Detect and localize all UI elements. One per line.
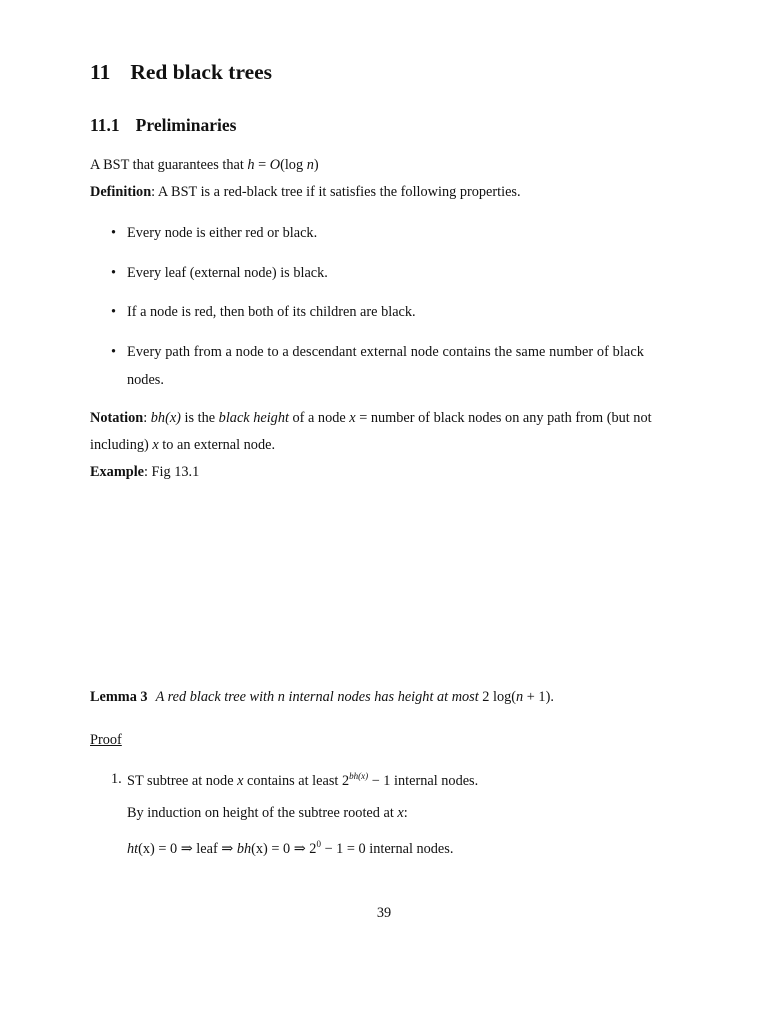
bullet-marker: • xyxy=(111,344,117,360)
math-exponent: 0 xyxy=(316,839,321,849)
induction-line xyxy=(127,806,408,820)
math-bound-end: + 1). xyxy=(523,689,554,705)
math-ht: ht xyxy=(127,841,139,857)
list-item: Every node is either red or black. xyxy=(127,225,318,241)
list-item: Every path from a node to a descendant external node contains the same number of black xyxy=(127,344,645,360)
notation-line xyxy=(90,411,652,425)
section-number: 11 xyxy=(90,60,111,84)
math-paren: ) xyxy=(313,157,319,173)
math-x-arg: (x) xyxy=(165,410,181,426)
subsection-heading xyxy=(90,115,236,136)
list-item: Every leaf (external node) is black. xyxy=(127,265,328,281)
base-case-line xyxy=(127,840,453,856)
intro-text: A BST that guarantees that xyxy=(90,157,244,173)
proof-label: Proof xyxy=(90,732,122,748)
definition-label: Definition xyxy=(90,184,152,200)
step-text: ST subtree at node xyxy=(127,773,238,789)
math-x: x xyxy=(349,410,356,426)
step-text: : xyxy=(403,805,408,821)
list-item-continuation: nodes. xyxy=(127,372,164,388)
step-text: By induction on height of the subtree rooted at xyxy=(127,805,398,821)
notation-line-2 xyxy=(90,438,275,452)
math-big-o: O xyxy=(269,157,281,173)
example-label: Example xyxy=(90,464,145,480)
lemma-label: Lemma 3 xyxy=(90,689,148,705)
section-heading xyxy=(90,60,272,85)
notation-text: including) xyxy=(90,437,153,453)
bullet-marker: • xyxy=(111,304,117,320)
step-text: − 1 internal nodes. xyxy=(368,773,479,789)
math-x: x xyxy=(152,437,159,453)
notation-colon: : xyxy=(143,410,151,426)
notation-text: is the xyxy=(180,410,219,426)
subsection-title: Preliminaries xyxy=(135,115,237,135)
math-log: (log xyxy=(280,157,307,173)
section-title: Red black trees xyxy=(130,60,273,84)
step-number: 1. xyxy=(111,771,122,787)
lemma-text: A red black tree with xyxy=(155,689,278,705)
definition-text: : A BST is a red-black tree if it satisfies the following properties. xyxy=(151,184,521,200)
black-height-term: black height xyxy=(218,410,289,426)
example-line xyxy=(90,465,199,479)
math-bh: bh xyxy=(236,841,252,857)
step-text: − 1 = 0 internal nodes. xyxy=(320,841,454,857)
notation-label: Notation xyxy=(90,410,144,426)
lemma-line xyxy=(90,690,554,704)
math-x: x xyxy=(397,805,404,821)
math-bound: 2 log( xyxy=(482,689,517,705)
notation-text: = number of black nodes on any path from (but not xyxy=(355,410,652,426)
list-item: If a node is red, then both of its children are black. xyxy=(127,304,416,320)
math-eq: = xyxy=(254,157,270,173)
math-bh: bh xyxy=(150,410,166,426)
intro-line xyxy=(90,158,319,172)
math-n: n xyxy=(516,689,524,705)
math-n: n xyxy=(277,689,285,705)
subsection-number: 11.1 xyxy=(90,115,120,135)
notation-text: to an external node. xyxy=(158,437,276,453)
example-text: : Fig 13.1 xyxy=(144,464,200,480)
step-text: contains at least 2 xyxy=(243,773,350,789)
lemma-text: internal nodes has height at most xyxy=(284,689,483,705)
math-n: n xyxy=(306,157,314,173)
notation-text: of a node xyxy=(288,410,350,426)
math-h: h xyxy=(247,157,255,173)
bullet-marker: • xyxy=(111,265,117,281)
math-x: x xyxy=(237,773,244,789)
bullet-marker: • xyxy=(111,225,117,241)
page-number: 39 xyxy=(376,905,392,921)
definition-line xyxy=(90,185,521,199)
step-text: (x) = 0 ⇒ leaf ⇒ xyxy=(138,841,237,857)
proof-step-1 xyxy=(127,772,478,788)
step-text: (x) = 0 ⇒ 2 xyxy=(251,841,317,857)
math-exponent: bh(x) xyxy=(349,771,369,781)
